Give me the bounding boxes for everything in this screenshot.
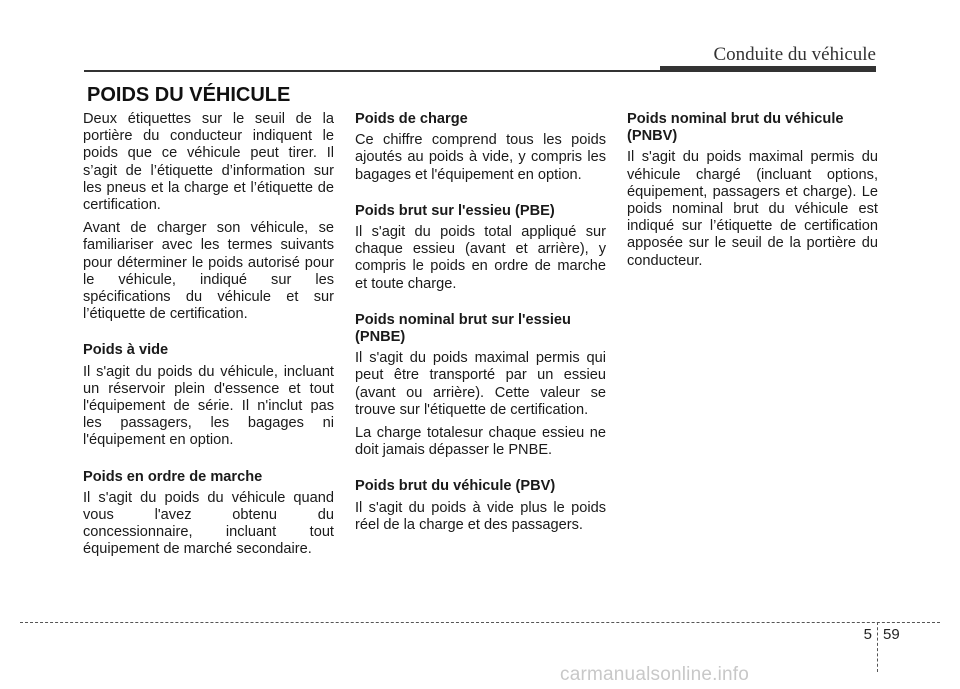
subsection-heading: Poids nominal brut sur l'essieu (PNBE) [355, 311, 571, 346]
paragraph: Il s'agit du poids maximal permis du véhicule chargé (incluant options, équipement, passagers et charge). Le poids nominal brut du véhicule est indiqué sur l’étiquette de certification apposée sur le seuil de la portière du conducteur. [627, 149, 878, 269]
page-number: 59 [883, 626, 900, 643]
text-column-2 [355, 111, 606, 540]
subsection-heading: Poids en ordre de marche [83, 468, 263, 485]
subsection-heading: Poids de charge [355, 111, 468, 127]
subsection-heading: Poids à vide [83, 342, 169, 359]
paragraph: Deux étiquettes sur le seuil de la portière du conducteur indiquent le poids que ce véhicule peut tirer. Il s’agit de l’étiquette d’information sur les pneus et la charge et l’étiquette de certification. [83, 111, 334, 214]
text-column-3 [627, 111, 878, 276]
header-rule [84, 70, 664, 72]
paragraph: Il s'agit du poids du véhicule, incluant un réservoir plein d'essence et tout l'équipement de série. Il n'inclut pas les passagers, les bagages ni l'équipement en option. [83, 363, 334, 449]
footer-divider [20, 622, 940, 623]
footer-page-divider [877, 622, 878, 672]
paragraph: Il s'agit du poids à vide plus le poids réel de la charge et des passagers. [355, 499, 606, 533]
subsection-heading: Poids nominal brut du véhicule (PNBV) [627, 111, 844, 145]
subsection-heading: Poids brut sur l'essieu (PBE) [355, 202, 555, 219]
paragraph: Il s'agit du poids maximal permis qui peut être transporté par un essieu (avant ou arrière). Cette valeur se trouve sur l'étiquette de certification. [355, 350, 606, 418]
subsection-heading: Poids brut du véhicule (PBV) [355, 478, 556, 495]
chapter-title: Conduite du véhicule [713, 44, 876, 65]
text-column-1 [83, 111, 334, 565]
paragraph: Il s'agit du poids du véhicule quand vous l'avez obtenu du concessionnaire, incluant tout équipement de marché secondaire. [83, 489, 334, 558]
paragraph: Ce chiffre comprend tous les poids ajoutés au poids à vide, y compris les bagages et l'équipement en option. [355, 132, 606, 183]
section-title: POIDS DU VÉHICULE [87, 84, 291, 106]
header-rule-accent [660, 66, 876, 72]
paragraph: Avant de charger son véhicule, se familiariser avec les termes suivants pour déterminer le poids autorisé pour le véhicule, indiqué sur les spécifications du véhicule et sur l’étiquette de certification. [83, 220, 334, 323]
chapter-number: 5 [863, 626, 872, 643]
paragraph: Il s'agit du poids total appliqué sur chaque essieu (avant et arrière), y compris le poids en ordre de marche et toute charge. [355, 224, 606, 292]
paragraph: La charge totalesur chaque essieu ne doit jamais dépasser le PNBE. [355, 425, 606, 459]
watermark: carmanualsonline.info [560, 664, 750, 685]
